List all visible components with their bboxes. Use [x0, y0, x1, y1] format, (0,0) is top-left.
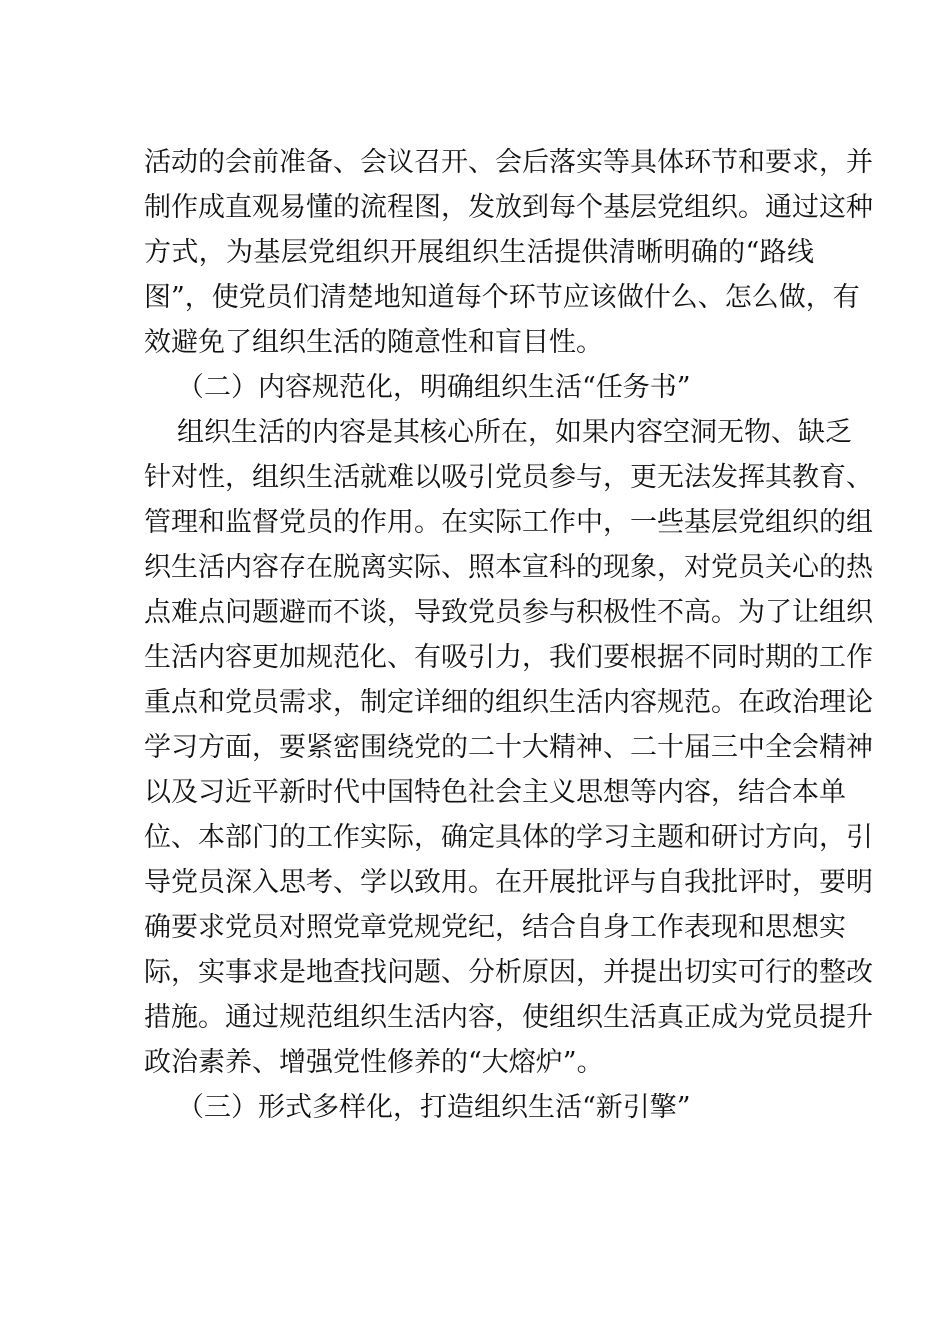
text-line: 方式，为基层党组织开展组织生活提供清晰明确的“路线: [144, 237, 814, 268]
text-line: 制作成直观易懂的流程图，发放到每个基层党组织。通过这种: [144, 192, 873, 223]
text-line: 生活内容更加规范化、有吸引力，我们要根据不同时期的工作: [144, 642, 873, 673]
text-line: 以及习近平新时代中国特色社会主义思想等内容，结合本单: [144, 777, 846, 808]
text-line: 活动的会前准备、会议召开、会后落实等具体环节和要求，并: [144, 147, 873, 178]
text-line: 学习方面，要紧密围绕党的二十大精神、二十届三中全会精神: [144, 732, 873, 763]
text-line: 政治素养、增强党性修养的“大熔炉”。: [144, 1047, 604, 1078]
text-line: 位、本部门的工作实际，确定具体的学习主题和研讨方向，引: [144, 822, 873, 853]
section-heading: （二）内容规范化，明确组织生活“任务书”: [177, 372, 691, 403]
text-line: 图”，使党员们清楚地知道每个环节应该做什么、怎么做，有: [144, 282, 860, 313]
section-heading: （三）形式多样化，打造组织生活“新引擎”: [177, 1092, 691, 1123]
text-line: 织生活内容存在脱离实际、照本宣科的现象，对党员关心的热: [144, 552, 873, 583]
paragraph-first-line: 组织生活的内容是其核心所在，如果内容空洞无物、缺乏: [177, 417, 852, 448]
text-line: 措施。通过规范组织生活内容，使组织生活真正成为党员提升: [144, 1002, 873, 1033]
text-line: 重点和党员需求，制定详细的组织生活内容规范。在政治理论: [144, 687, 873, 718]
text-line: 效避免了组织生活的随意性和盲目性。: [144, 327, 603, 358]
text-line: 确要求党员对照党章党规党纪，结合自身工作表现和思想实: [144, 912, 846, 943]
text-line: 导党员深入思考、学以致用。在开展批评与自我批评时，要明: [144, 867, 873, 898]
text-line: 点难点问题避而不谈，导致党员参与积极性不高。为了让组织: [144, 597, 873, 628]
text-line: 际，实事求是地查找问题、分析原因，并提出切实可行的整改: [144, 957, 873, 988]
text-line: 针对性，组织生活就难以吸引党员参与，更无法发挥其教育、: [144, 462, 873, 493]
body-text: [144, 140, 873, 1130]
text-line: 管理和监督党员的作用。在实际工作中，一些基层党组织的组: [144, 507, 873, 538]
